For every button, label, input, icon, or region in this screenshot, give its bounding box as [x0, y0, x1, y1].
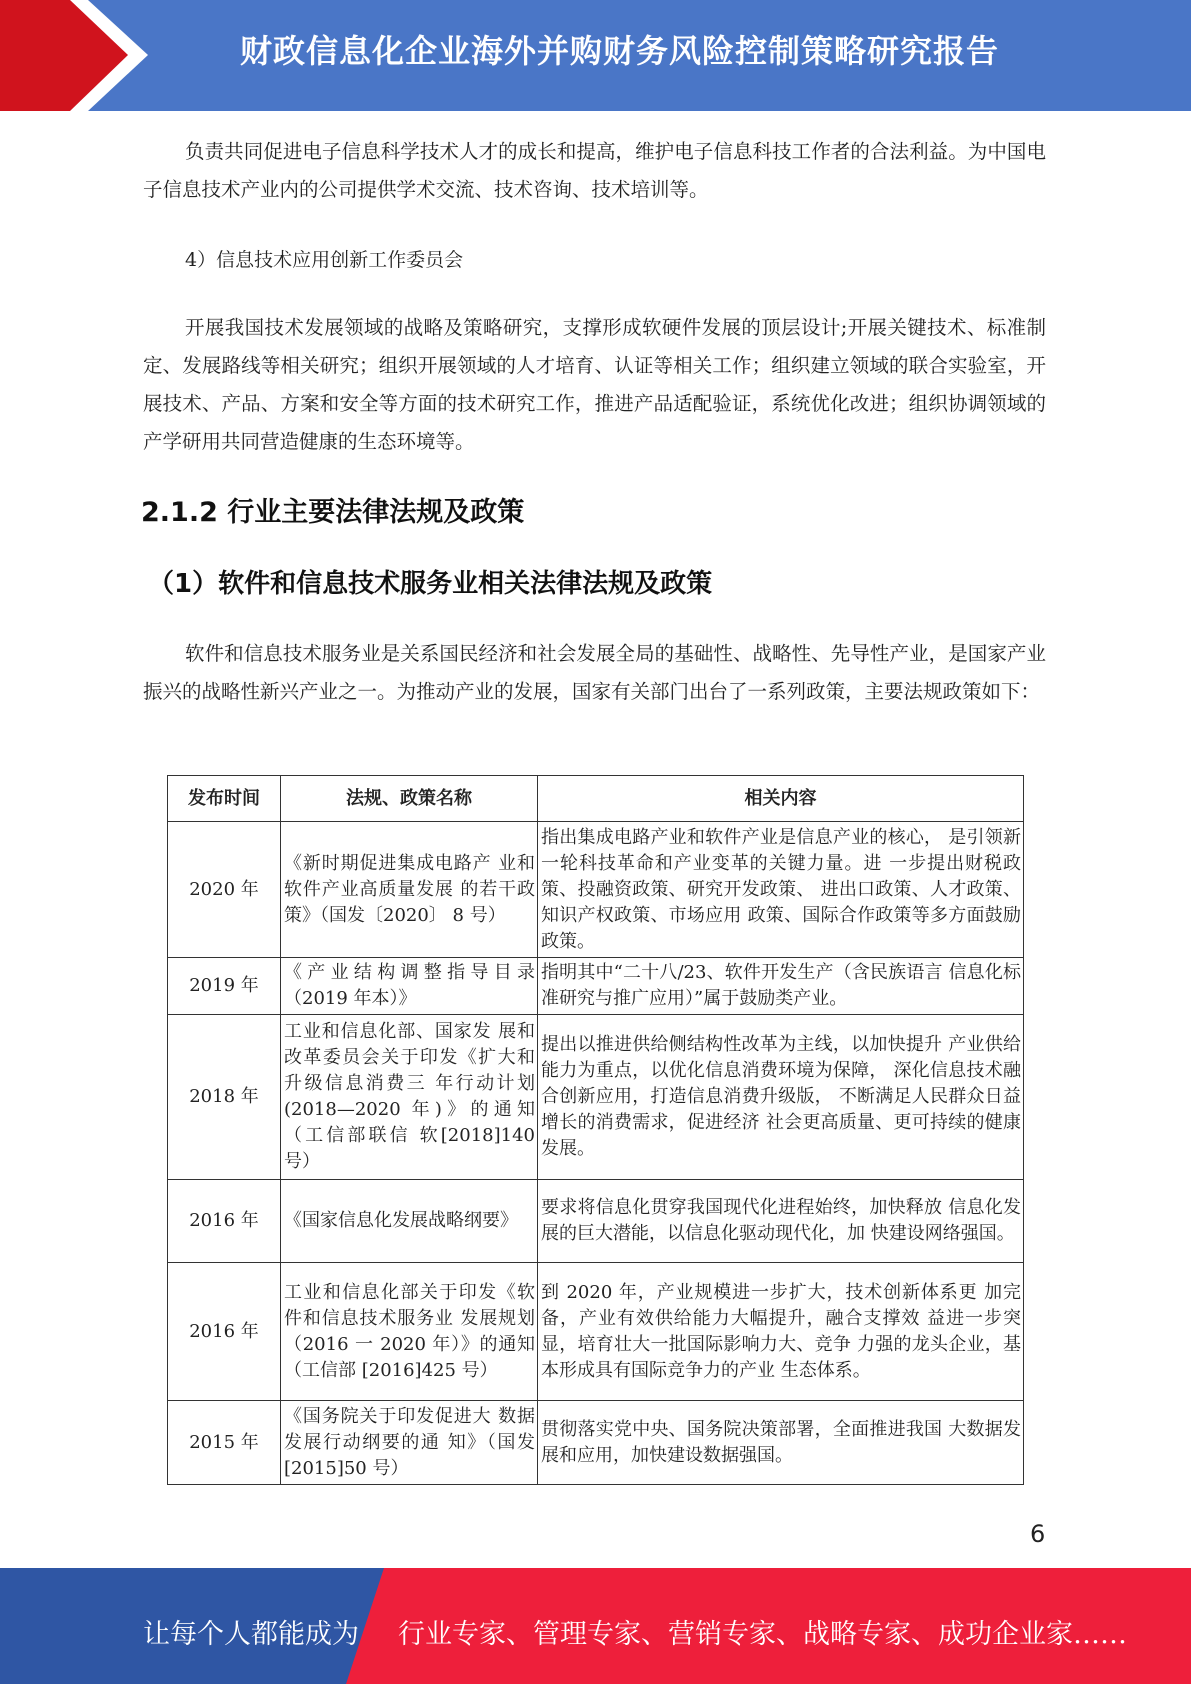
- cell-content: 指出集成电路产业和软件产业是信息产业的核心， 是引领新一轮科技革命和产业变革的关键力量。进 一步提出财税政策、投融资政策、研究开发政策、 进出口政策、人才政策、知识产权政策、市场应用 政策、国际合作政策等多方面鼓励政策。: [538, 822, 1024, 958]
- cell-policy-name: 《新时期促进集成电路产 业和软件产业高质量发展 的若干政策》（国发〔2020〕 8 号）: [281, 822, 538, 958]
- column-header-policy-name: 法规、政策名称: [281, 776, 538, 822]
- cell-policy-name: 工业和信息化部关于印发《软件和信息技术服务业 发展规划（2016 一 2020 年）》的通知（工信部 [2016]425 号）: [281, 1263, 538, 1401]
- cell-policy-name: 《产业结构调整指导目录（2019 年本）》: [281, 958, 538, 1015]
- item-4-heading: 4）信息技术应用创新工作委员会: [185, 249, 464, 271]
- cell-content: 到 2020 年，产业规模进一步扩大，技术创新体系更 加完备，产业有效供给能力大幅提升，融合支撑效 益进一步突显，培育壮大一批国际影响力大、竞争 力强的龙头企业，基本形成具有国际竞争力的产业 生态体系。: [538, 1263, 1024, 1401]
- table-header-row: [168, 776, 1024, 822]
- table-row: [168, 1180, 1024, 1263]
- cell-year: 2016 年: [168, 1263, 281, 1401]
- paragraph-text: 软件和信息技术服务业是关系国民经济和社会发展全局的基础性、战略性、先导性产业，是国家产业振兴的战略性新兴产业之一。为推动产业的发展，国家有关部门出台了一系列政策，主要法规政策如下：: [143, 642, 1046, 703]
- cell-year: 2019 年: [168, 958, 281, 1015]
- paragraph-text: 开展我国技术发展领域的战略及策略研究，支撑形成软硬件发展的顶层设计;开展关键技术、标准制定、发展路线等相关研究；组织开展领域的人才培育、认证等相关工作；组织建立领域的联合实验室，开展技术、产品、方案和安全等方面的技术研究工作，推进产品适配验证，系统优化改进；组织协调领域的产学研用共同营造健康的生态环境等。: [143, 316, 1046, 453]
- intro-paragraph-1: [143, 133, 1046, 209]
- page-header: [0, 0, 1191, 111]
- footer-slogan-left: 让每个人都能成为: [143, 1619, 359, 1650]
- intro-paragraph-2: [143, 309, 1046, 461]
- table-row: [168, 958, 1024, 1015]
- cell-content: 要求将信息化贯穿我国现代化进程始终，加快释放 信息化发展的巨大潜能，以信息化驱动现代化，加 快建设网络强国。: [538, 1180, 1024, 1263]
- cell-year: 2015 年: [168, 1401, 281, 1485]
- cell-year: 2018 年: [168, 1015, 281, 1180]
- footer-slogan-right: 行业专家、管理专家、营销专家、战略专家、成功企业家……: [398, 1619, 1127, 1650]
- section-heading: 2.1.2 行业主要法律法规及政策: [141, 497, 525, 528]
- cell-content: 指明其中“二十八/23、软件开发生产（含民族语言 信息化标准研究与推广应用）”属于鼓励类产业。: [538, 958, 1024, 1015]
- table-row: [168, 1401, 1024, 1485]
- page-number: 6: [1030, 1520, 1046, 1548]
- table-row: [168, 1015, 1024, 1180]
- header-red-arrow-decoration: [0, 0, 150, 111]
- subsection-heading: （1）软件和信息技术服务业相关法律法规及政策: [148, 569, 713, 599]
- cell-year: 2020 年: [168, 822, 281, 958]
- table-row: [168, 822, 1024, 958]
- document-title: 财政信息化企业海外并购财务风险控制策略研究报告: [240, 32, 1000, 70]
- paragraph-text: 负责共同促进电子信息科学技术人才的成长和提高，维护电子信息科技工作者的合法利益。为中国电子信息技术产业内的公司提供学术交流、技术咨询、技术培训等。: [143, 140, 1046, 201]
- section-paragraph: [143, 635, 1046, 711]
- cell-policy-name: 《国务院关于印发促进大 数据发展行动纲要的通 知》（国发[2015]50 号）: [281, 1401, 538, 1485]
- column-header-content: 相关内容: [538, 776, 1024, 822]
- cell-year: 2016 年: [168, 1180, 281, 1263]
- cell-policy-name: 《国家信息化发展战略纲要》: [281, 1180, 538, 1263]
- cell-policy-name: 工业和信息化部、国家发 展和改革委员会关于印发《扩大和升级信息消费三 年行动计划(2018—2020 年)》的通知（工信部联信 软[2018]140 号）: [281, 1015, 538, 1180]
- column-header-date: 发布时间: [168, 776, 281, 822]
- table-row: [168, 1263, 1024, 1401]
- policy-table: [167, 775, 1024, 1485]
- cell-content: 贯彻落实党中央、国务院决策部署，全面推进我国 大数据发展和应用，加快建设数据强国。: [538, 1401, 1024, 1485]
- cell-content: 提出以推进供给侧结构性改革为主线，以加快提升 产业供给能力为重点，以优化信息消费环境为保障， 深化信息技术融合创新应用，打造信息消费升级版， 不断满足人民群众日益增长的消费需求，促进经济 社会更高质量、更可持续的健康发展。: [538, 1015, 1024, 1180]
